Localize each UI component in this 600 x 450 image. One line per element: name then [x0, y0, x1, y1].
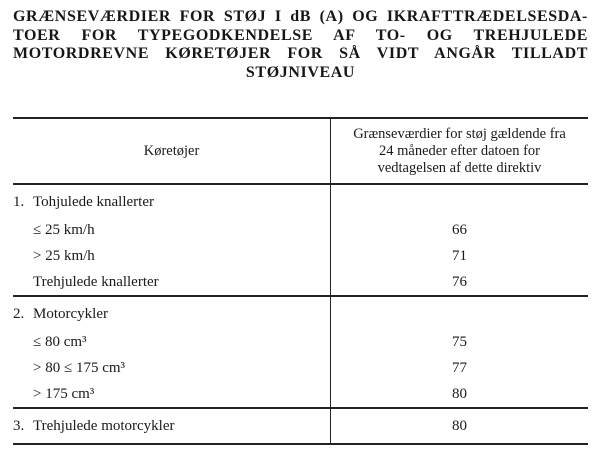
- title-line-3: MOTORDREVNE KØRETØJER FOR SÅ VIDT ANGÅR TILLADT: [13, 45, 588, 62]
- row-trehjulede-knallerter: [13, 269, 588, 296]
- section-number: 1.: [13, 194, 25, 210]
- noise-limits-table: [13, 117, 588, 445]
- vehicle-cell: Trehjulede knallerter: [13, 269, 331, 296]
- row-le-25-kmh: [13, 217, 588, 243]
- table-section-tohjulede-knallerter: [13, 184, 588, 296]
- vehicle-cell: > 175 cm³: [13, 381, 331, 408]
- vehicle-cell: > 80 ≤ 175 cm³: [13, 355, 331, 381]
- vehicle-label: Tohjulede knallerter: [33, 194, 154, 210]
- vehicle-label: Trehjulede motorcykler: [33, 417, 175, 434]
- limit-value-cell: 77: [452, 359, 467, 376]
- vehicle-cell: ≤ 25 km/h: [13, 217, 331, 243]
- title-line-1: GRÆNSEVÆRDIER FOR STØJ I dB (A) OG IKRAFTTRÆDELSESDA-: [13, 8, 588, 25]
- row-motorcykler: [13, 296, 588, 329]
- row-gt-25-kmh: [13, 243, 588, 269]
- limit-value-cell: [331, 296, 589, 329]
- limit-value-cell: 76: [452, 273, 467, 290]
- vehicle-label: Motorcykler: [33, 306, 108, 322]
- column-header-vehicles: Køretøjer: [13, 118, 331, 184]
- limit-value-cell: 80: [452, 417, 467, 434]
- section-number: 3.: [13, 417, 25, 434]
- section-number: 2.: [13, 306, 25, 322]
- row-tohjulede-knallerter: [13, 184, 588, 217]
- vehicle-cell: [13, 408, 331, 444]
- row-le-80-cm3: [13, 329, 588, 355]
- title-line-4: STØJNIVEAU: [245, 63, 356, 81]
- table-head: [13, 118, 588, 184]
- limit-value-cell: [331, 184, 589, 217]
- table-section-motorcykler: [13, 296, 588, 408]
- vehicle-cell: [13, 184, 331, 217]
- table-header-row: [13, 118, 588, 184]
- column-header-limit-values: Grænseværdier for støj gældende fra 24 måneder efter datoen for vedtagelsen af dette direktiv: [331, 118, 589, 184]
- row-gt-175-cm3: [13, 381, 588, 408]
- vehicle-cell: > 25 km/h: [13, 243, 331, 269]
- limit-value-cell: 75: [452, 333, 467, 350]
- limit-value-cell: 71: [452, 247, 467, 264]
- limit-value-cell: 66: [452, 221, 467, 238]
- vehicle-cell: [13, 296, 331, 329]
- vehicle-cell: ≤ 80 cm³: [13, 329, 331, 355]
- row-trehjulede-motorcykler: [13, 408, 588, 444]
- table-section-trehjulede-motorcykler: [13, 408, 588, 444]
- document-title: [13, 8, 588, 82]
- title-line-2: TOER FOR TYPEGODKENDELSE AF TO- OG TREHJULEDE: [13, 26, 588, 44]
- row-80-to-175-cm3: [13, 355, 588, 381]
- limit-value-cell: 80: [452, 385, 467, 402]
